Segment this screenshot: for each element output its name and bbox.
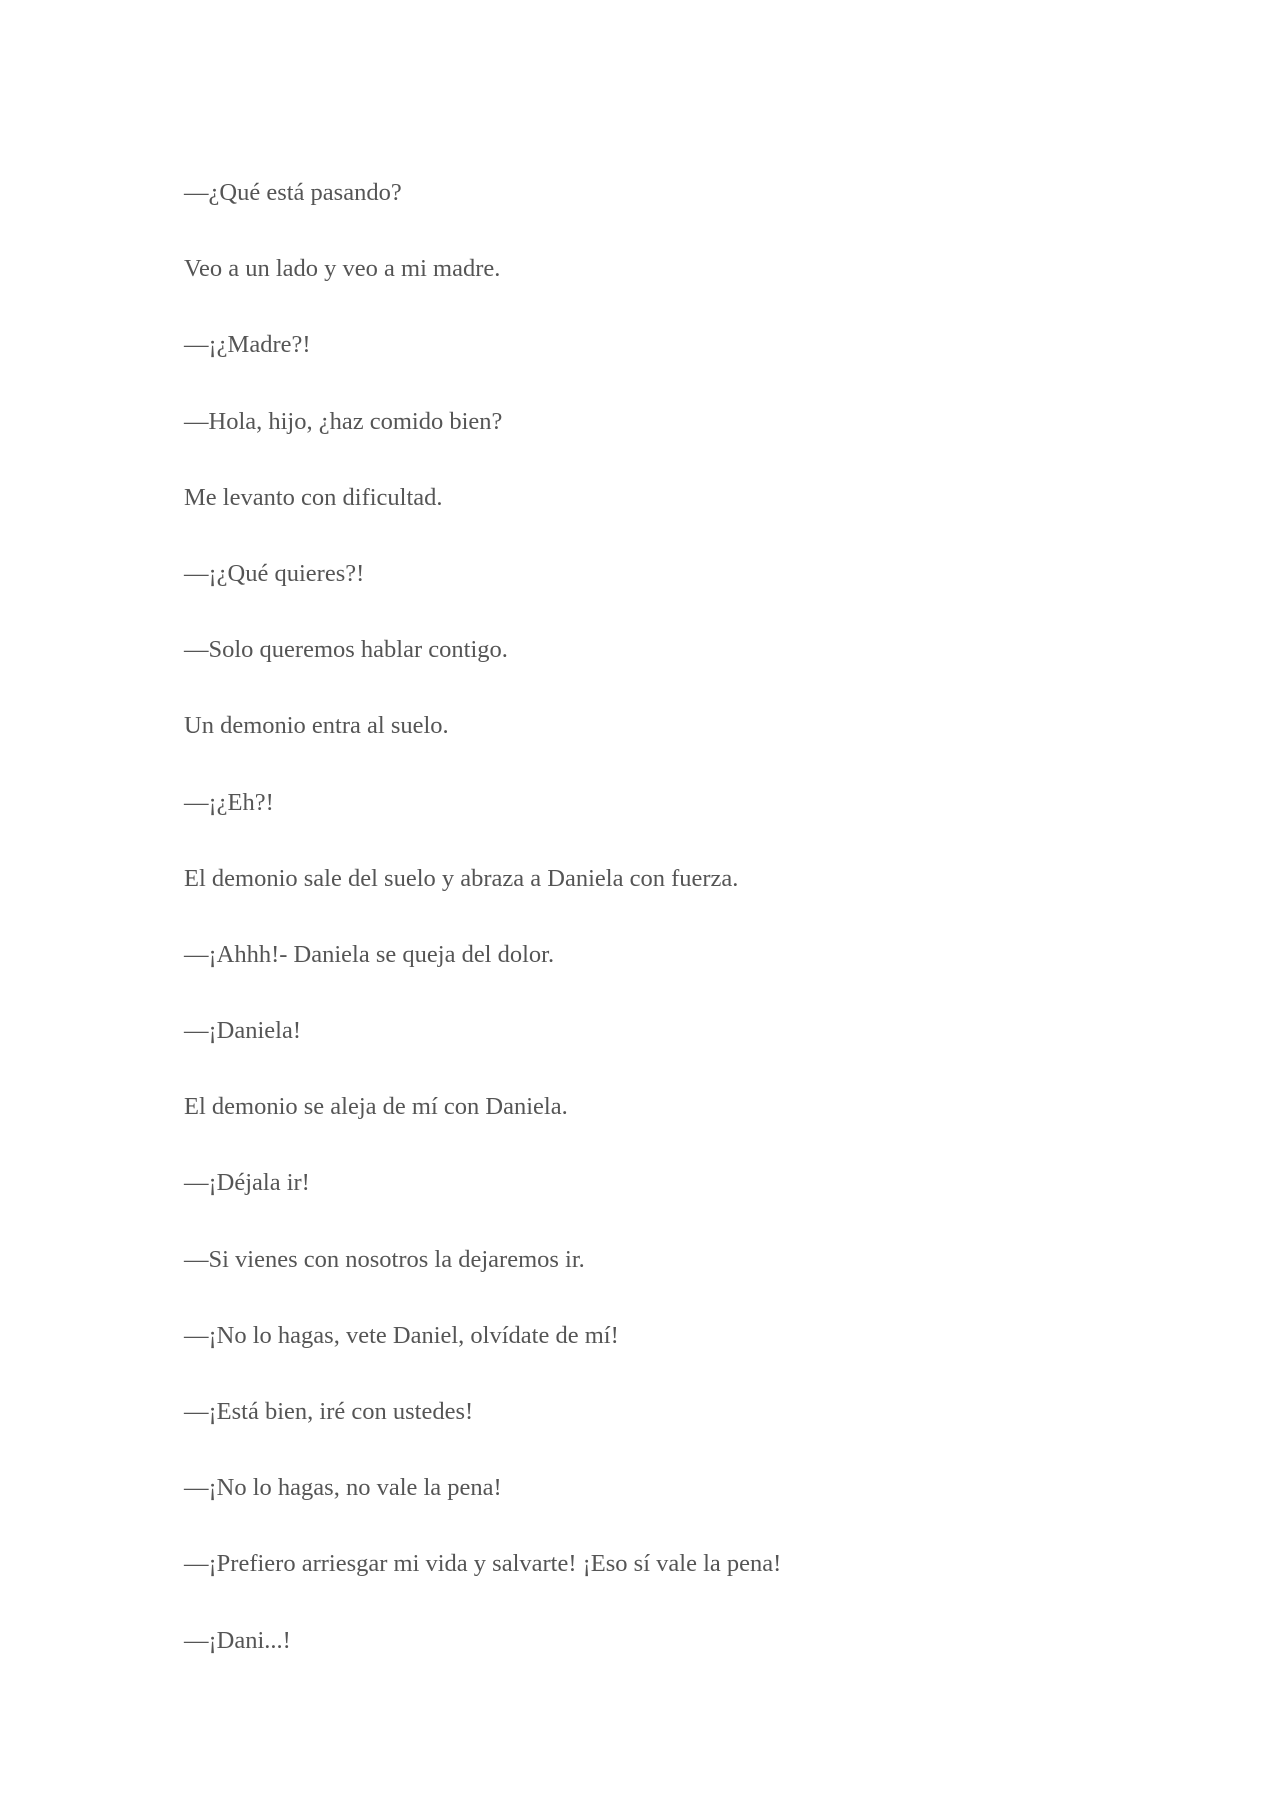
paragraph: —¡Déjala ir!: [184, 1169, 310, 1197]
paragraph: —¡¿Qué quieres?!: [184, 559, 365, 587]
paragraph: —¡Dani...!: [184, 1626, 291, 1654]
paragraph: —¿Qué está pasando?: [184, 179, 402, 206]
paragraph: —¡Daniela!: [184, 1017, 301, 1045]
paragraph: El demonio se aleja de mí con Daniela.: [184, 1093, 568, 1121]
paragraph: Un demonio entra al suelo.: [184, 712, 449, 740]
paragraph: —¡No lo hagas, no vale la pena!: [184, 1474, 502, 1502]
paragraph: —¡Ahhh!- Daniela se queja del dolor.: [184, 940, 555, 968]
paragraph: —Solo queremos hablar contigo.: [184, 636, 508, 664]
paragraph: —¡Prefiero arriesgar mi vida y salvarte! ¡Eso sí vale la pena!: [184, 1550, 782, 1578]
story-text: [184, 178, 1144, 1702]
paragraph: —Si vienes con nosotros la dejaremos ir.: [184, 1245, 585, 1273]
paragraph: El demonio sale del suelo y abraza a Daniela con fuerza.: [184, 864, 739, 892]
paragraph: —¡Está bien, iré con ustedes!: [184, 1398, 474, 1425]
paragraph: —¡No lo hagas, vete Daniel, olvídate de mí!: [184, 1321, 619, 1349]
paragraph: —¡¿Eh?!: [184, 788, 274, 816]
paragraph: —Hola, hijo, ¿haz comido bien?: [184, 407, 503, 435]
paragraph: Me levanto con dificultad.: [184, 483, 443, 511]
paragraph: Veo a un lado y veo a mi madre.: [184, 255, 501, 283]
paragraph: —¡¿Madre?!: [184, 331, 311, 359]
